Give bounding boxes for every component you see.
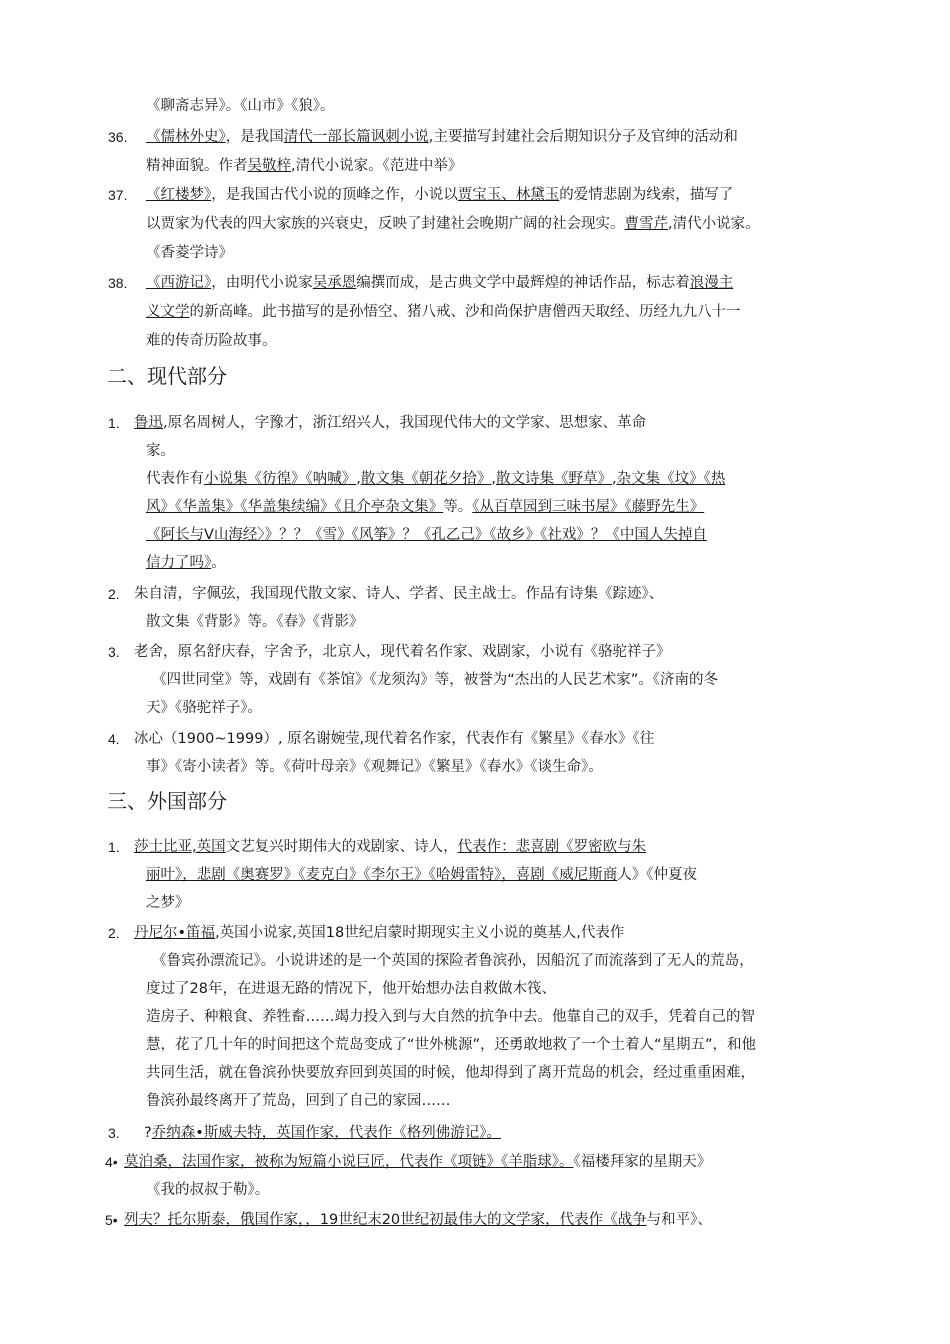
- text-line: [146, 185, 733, 205]
- item-number: 3.: [108, 644, 120, 660]
- text-line: [124, 1210, 712, 1230]
- text-span: ，是我国: [225, 129, 284, 145]
- text-span: 等。: [443, 499, 473, 515]
- underlined-span: 杂文集《坟》《热: [616, 471, 726, 487]
- text-span: ,清代小说家。: [668, 216, 760, 232]
- book-title: 《西游记》: [146, 275, 212, 291]
- book-title: 《红楼梦》: [146, 187, 212, 203]
- text-span: 文艺复兴时期伟大的戏剧家、诗人，: [225, 839, 458, 855]
- text-span: ，是我国古代小说的顶峰之作，小说以: [211, 187, 458, 203]
- underlined-span: 散文诗集《野草》: [495, 471, 612, 487]
- item-number: 3.: [108, 1125, 120, 1141]
- underlined-span: 代表作：悲喜剧《罗密欧与朱: [457, 839, 647, 855]
- text-line: 《聊斋志异》。《山市》《狼》。: [146, 98, 335, 114]
- text-line: [134, 923, 624, 943]
- underlined-span: 信力了吗》: [146, 555, 212, 571]
- text-line: [146, 525, 707, 545]
- underlined-span: 小说集《彷徨》《呐喊》: [204, 471, 357, 487]
- text-line: 家。: [146, 443, 175, 459]
- author-name: 莎士比亚,英国: [134, 839, 226, 855]
- text-line: 《香菱学诗》: [146, 245, 233, 261]
- underlined-span: 风》《华盖集》《华盖集续编》《且介亭杂文集》: [146, 499, 444, 515]
- text-line: 造房子、种粮食、养牲畜……竭力投入到与大自然的抗争中去。他靠自己的双手，凭着自己的智: [146, 1009, 755, 1025]
- text-line: 共同生活，就在鲁滨孙快要放弃回到英国的时候，他却得到了离开荒岛的机会，经过重重困难，: [146, 1065, 755, 1081]
- text-line: [146, 469, 725, 489]
- text-line: 老舍，原名舒庆春，字舍予，北京人，现代着名作家、戏剧家，小说有《骆驼祥子》: [134, 644, 671, 660]
- text-span: 与和平》、: [646, 1212, 712, 1228]
- text-line: 难的传奇历险故事。: [146, 333, 277, 349]
- text-span: ,主要描写封建社会后期知识分子及官绅的活动和: [428, 129, 738, 145]
- text-line: [134, 413, 646, 433]
- underlined-span: 散文集《朝花夕拾》: [360, 471, 492, 487]
- text-line: 散文集《背影》等。《春》《背影》: [146, 614, 364, 630]
- underlined-span: 浪漫主: [689, 275, 734, 291]
- text-line: 之梦》: [146, 895, 190, 911]
- text-line: [146, 302, 741, 322]
- item-number: 2.: [108, 925, 120, 941]
- text-span: ,清代小说家。《范进中举》: [291, 158, 463, 174]
- underlined-span: 列夫？托尔斯泰，俄国作家，，19世纪末20世纪初最伟大的文学家，代表作《战争: [124, 1212, 647, 1228]
- text-line: 慧，花了几十年的时间把这个荒岛变成了“世外桃源”，还勇敢地救了一个土着人“星期五”，和他: [146, 1037, 757, 1053]
- item-number: 1.: [108, 839, 120, 855]
- text-span: 人》《仲夏夜: [617, 867, 697, 883]
- underlined-span: 《阿长与Ⅴ山海经〉》？？《雪》《风筝》？《孔乙己》《故乡》《社戏》？《中国人失掉自: [146, 527, 707, 543]
- text-line: [146, 156, 462, 176]
- item-number: 2.: [108, 586, 120, 602]
- text-line: [146, 214, 760, 234]
- underlined-span: 贾宝玉、林黛玉: [457, 187, 560, 203]
- text-span: 代表作有: [146, 471, 204, 487]
- text-line: [146, 127, 738, 147]
- text-span: 的爱情悲剧为线索，描写了: [559, 187, 734, 203]
- section-heading: 二、现代部分: [107, 364, 227, 388]
- text-line: 《我的叔叔于勒》。: [146, 1182, 270, 1198]
- text-line: [124, 1152, 711, 1172]
- text-span: ,: [611, 471, 617, 487]
- text-span: ,: [491, 471, 496, 487]
- text-line: 度过了28年，在进退无路的情况下，他开始想办法自救做木筏、: [146, 981, 556, 997]
- text-line: [146, 273, 733, 293]
- text-line: [146, 497, 704, 517]
- author-name: 曹雪芹: [624, 216, 668, 232]
- item-number: 4•: [105, 1154, 118, 1170]
- item-number: 38.: [108, 275, 128, 291]
- text-span: 以贾家为代表的四大家族的兴衰史，反映了封建社会晚期广阔的社会现实。: [146, 216, 625, 232]
- text-line: [134, 837, 646, 857]
- underlined-span: 清代一部长篇讽刺小说: [283, 129, 429, 145]
- text-span: ,英国小说家,英国18世纪启蒙时期现实主义小说的奠基人,代表作: [215, 925, 625, 941]
- text-line: [144, 1123, 501, 1143]
- author-name: 吴承恩: [312, 275, 357, 291]
- item-number: 4.: [108, 731, 120, 747]
- text-line: 鲁滨孙最终离开了荒岛，回到了自己的家园……: [146, 1093, 451, 1109]
- item-number: 1.: [108, 415, 120, 431]
- item-number: 5•: [105, 1212, 118, 1228]
- text-line: 天》《骆驼祥子》。: [146, 700, 262, 716]
- text-line: 事》《寄小读者》等。《荷叶母亲》《观舞记》《繁星》《春水》《谈生命》。: [146, 759, 603, 775]
- section-heading: 三、外国部分: [107, 789, 227, 813]
- text-span: 的新高峰。此书描写的是孙悟空、猪八戒、沙和尚保护唐僧西天取经、历经九九八十一: [189, 304, 741, 320]
- text-line: 《四世同堂》等，戏剧有《茶馆》《龙须沟》等，被誉为“杰出的人民艺术家”。《济南的冬: [152, 672, 719, 688]
- author-name: 吴敬梓: [247, 158, 291, 174]
- text-line: [146, 553, 226, 573]
- underlined-span: 莫泊桑，法国作家，被称为短篇小说巨匠，代表作《项链》《羊脂球》。: [124, 1154, 574, 1170]
- text-span: 《福楼拜家的星期天》: [573, 1154, 712, 1170]
- text-line: 朱自清，字佩弦，我国现代散文家、诗人、学者、民主战士。作品有诗集《踪迹》、: [134, 586, 664, 602]
- text-span: ,原名周树人，字豫才，浙江绍兴人，我国现代伟大的文学家、思想家、革命: [163, 415, 647, 431]
- underlined-span: 乔纳森•斯威夫特，英国作家，代表作《格列佛游记》。: [151, 1125, 502, 1141]
- underlined-span: 《从百草园到三味书屋》《藤野先生》: [472, 499, 705, 515]
- author-name: 丹尼尔•笛福: [134, 925, 216, 941]
- text-line: 《鲁宾孙漂流记》。小说讲述的是一个英国的探险者鲁滨孙，因船沉了而流落到了无人的荒岛，: [152, 953, 754, 969]
- text-span: ,: [356, 471, 361, 487]
- author-name: 鲁迅: [134, 415, 163, 431]
- book-title: 《儒林外史》: [146, 129, 226, 145]
- item-number: 36.: [108, 129, 128, 145]
- underlined-span: 义文学: [146, 304, 190, 320]
- text-span: 。: [211, 555, 226, 571]
- text-span: 精神面貌。作者: [146, 158, 248, 174]
- text-span: ?: [144, 1125, 152, 1141]
- item-number: 37.: [108, 187, 128, 203]
- text-line: [146, 865, 697, 885]
- text-line: 冰心（1900~1999）, 原名谢婉莹,现代着名作家，代表作有《繁星》《春水》《往: [134, 731, 655, 747]
- text-span: ，由明代小说家: [211, 275, 313, 291]
- text-span: 编撰而成，是古典文学中最辉煌的神话作品，标志着: [356, 275, 690, 291]
- underlined-span: 丽叶》，悲剧《奥赛罗》《麦克白》《李尔王》《哈姆雷特》，喜剧《威尼斯商: [146, 867, 618, 883]
